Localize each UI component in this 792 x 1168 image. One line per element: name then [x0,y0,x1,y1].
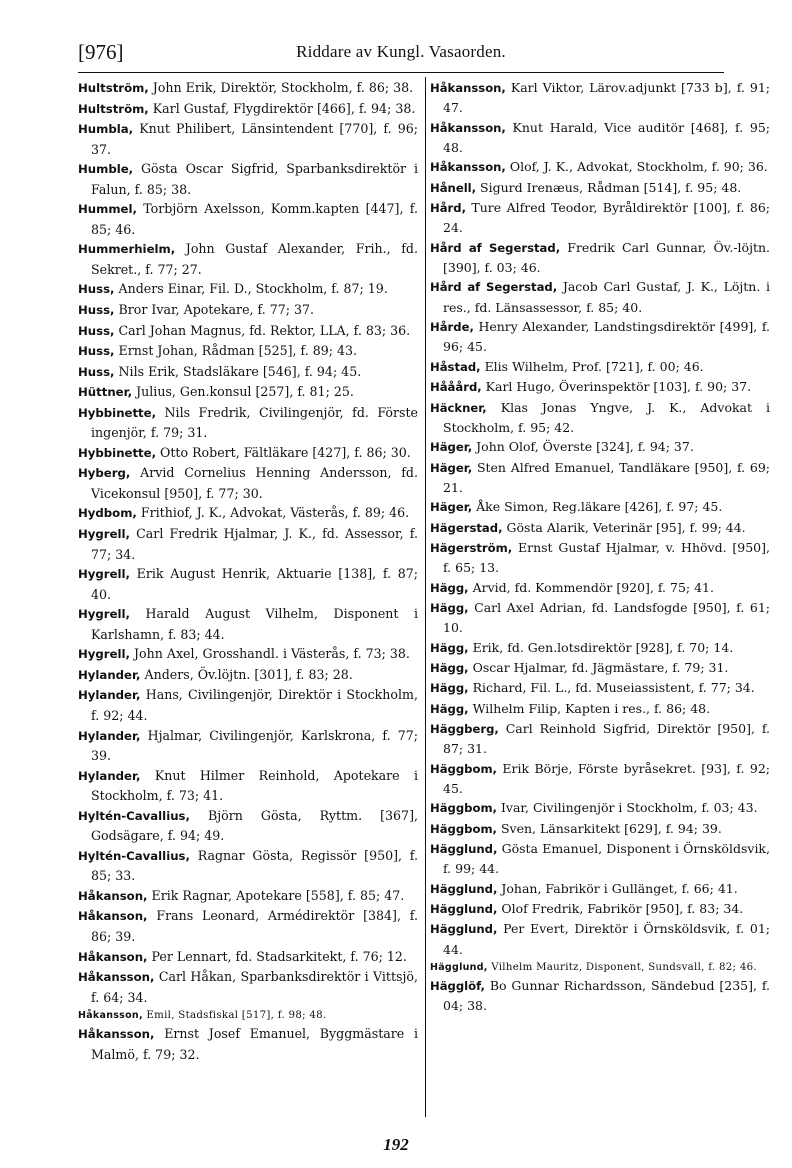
register-entry [78,300,418,321]
page-header [78,40,724,70]
register-entry [430,178,770,198]
left-column [78,78,418,1064]
entry-surname: Hägg, [430,600,469,615]
entry-surname: Hägerstad, [430,520,503,535]
entry-surname: Hägg, [430,701,469,716]
register-entry [430,959,770,976]
entry-details: Karl Hugo, Överinspektör [103], f. 90; 37. [485,379,752,395]
entry-details: Carl Fredrik Hjalmar, J. K., fd. Assessor, f. 77; 34. [91,526,418,562]
register-entry [430,798,770,818]
entry-details: Björn Gösta, Ryttm. [367], Godsägare, f. 94; 49. [91,807,418,844]
entry-surname: Hyltén-Cavallius, [78,808,190,823]
register-entry [430,198,770,238]
register-entry [78,199,418,239]
register-entry [78,239,418,279]
register-entry [430,518,770,538]
entry-details: Anders Einar, Fil. D., Stockholm, f. 87; 19. [118,281,388,297]
register-entry [78,119,418,159]
entry-surname: Hård, [430,201,466,216]
entry-details: Anders, Öv.löjtn. [301], f. 83; 28. [144,666,353,682]
entry-surname: Håkansson, [78,970,155,985]
register-entry [78,726,418,766]
register-entry [430,437,770,457]
register-entry [430,317,770,357]
register-entry [430,919,770,959]
entry-surname: Hård af Segerstad, [430,280,558,295]
entry-details: Hans, Civilingenjör, Direktör i Stockholm, f. 92; 44. [91,687,418,723]
entry-surname: Hårde, [430,320,474,335]
entry-details: John Erik, Direktör, Stockholm, f. 86; 38. [152,80,414,95]
register-entry [78,1024,418,1064]
entry-surname: Häger, [430,460,473,475]
register-entry [78,766,418,806]
entry-surname: Huss, [78,282,115,297]
register-entry [78,947,418,968]
entry-details: Harald August Vilhelm, Disponent i Karlshamn, f. 83; 44. [91,606,418,642]
entry-surname: Håstad, [430,359,481,374]
entry-details: Hjalmar, Civilingenjör, Karlskrona, f. 77; 39. [91,727,418,764]
register-entry [430,839,770,879]
entry-details: Karl Gustaf, Flygdirektör [466], f. 94; 38. [152,100,416,116]
register-entry [78,99,418,120]
register-entry [430,819,770,839]
entry-surname: Hård af Segerstad, [430,240,561,255]
register-entry [78,524,418,564]
entry-surname: Hägg, [430,640,469,655]
register-entry [430,118,770,158]
register-entry [430,458,770,498]
running-title: Riddare av Kungl. Vasaorden. [296,42,506,61]
entry-details: Carl Johan Magnus, fd. Rektor, LLA, f. 83; 36. [118,322,411,338]
entry-details: Torbjörn Axelsson, Komm.kapten [447], f. 85; 46. [91,201,418,237]
header-rule [78,72,724,73]
register-entry [430,78,770,118]
entry-details: Karl Viktor, Lärov.adjunkt [733 b], f. 91; 47. [443,80,770,116]
entry-details: Gösta Alarik, Veterinär [95], f. 99; 44. [506,519,746,535]
register-entry [78,564,418,604]
column-divider [425,77,426,1117]
entry-details: Bror Ivar, Apotekare, f. 77; 37. [118,302,315,318]
entry-details: Carl Håkan, Sparbanksdirektör i Vittsjö, f. 64; 34. [91,969,418,1005]
entry-surname: Håkanson, [78,888,148,903]
register-entry [78,382,418,403]
entry-surname: Hüttner, [78,385,133,400]
entry-surname: Humble, [78,162,134,177]
entry-surname: Huss, [78,364,115,379]
register-entry [78,463,418,503]
page-number: [976] [78,40,124,64]
entry-surname: Håkansson, [430,81,506,95]
entry-surname: Häggbom, [430,801,497,816]
entry-details: Sten Alfred Emanuel, Tandläkare [950], f. 69; 21. [443,459,770,495]
register-entry [430,699,770,719]
register-entry [430,759,770,799]
entry-details: Carl Axel Adrian, fd. Landsfogde [950], f. 61; 10. [443,599,770,636]
entry-surname: Hååård, [430,380,482,395]
entry-surname: Häger, [430,500,473,515]
entry-surname: Håkansson, [430,120,506,135]
entry-surname: Humbla, [78,122,134,137]
entry-surname: Håkansson, [430,160,506,175]
entry-details: Sven, Länsarkitekt [629], f. 94; 39. [500,820,722,836]
register-entry [430,719,770,759]
register-entry [78,685,418,725]
entry-details: Olof, J. K., Advokat, Stockholm, f. 90; 36. [509,159,768,175]
register-entry [78,159,418,199]
entry-surname: Hyberg, [78,466,131,481]
register-entry [78,78,418,99]
entry-details: Wilhelm Filip, Kapten i res., f. 86; 48. [472,700,711,716]
entry-surname: Häckner, [430,400,487,415]
entry-details: Oscar Hjalmar, fd. Jägmästare, f. 79; 31. [472,659,729,675]
entry-surname: Hylander, [78,667,141,682]
register-entry [430,538,770,578]
entry-details: Nils Fredrik, Civilingenjör, fd. Förste ingenjör, f. 79; 31. [91,404,418,441]
register-entry [430,578,770,598]
entry-details: Sigurd Irenæus, Rådman [514], f. 95; 48. [480,179,742,195]
entry-details: Fredrik Carl Gunnar, Öv.-löjtn. [390], f. 03; 46. [443,239,770,276]
entry-surname: Häggbom, [430,761,497,776]
entry-details: Elis Wilhelm, Prof. [721], f. 00; 46. [484,358,704,374]
entry-details: Carl Reinhold Sigfrid, Direktör [950], f. 87; 31. [443,721,770,757]
entry-surname: Hånell, [430,180,477,195]
entry-details: Henry Alexander, Landstingsdirektör [499], f. 96; 45. [443,319,770,355]
entry-details: Åke Simon, Reg.läkare [426], f. 97; 45. [476,499,723,515]
register-entry [78,362,418,383]
entry-details: Emil, Stadsfiskal [517], f. 98; 48. [146,1010,327,1022]
register-entry [78,341,418,362]
entry-details: Erik, fd. Gen.lotsdirektör [928], f. 70; 14. [472,639,734,655]
register-entry [430,658,770,678]
entry-surname: Håkanson, [78,949,148,964]
register-entry [430,398,770,438]
entry-surname: Hygrell, [78,647,130,662]
entry-details: Erik August Henrik, Aktuarie [138], f. 87; 40. [91,566,418,602]
page-folio: 192 [383,1135,409,1154]
register-entry [430,497,770,517]
entry-details: John Axel, Grosshandl. i Västerås, f. 73; 38. [134,646,410,662]
register-entry [78,806,418,846]
right-column [430,78,770,1016]
entry-details: Julius, Gen.konsul [257], f. 81; 25. [136,384,354,400]
entry-details: Knut Hilmer Reinhold, Apotekare i Stockholm, f. 73; 41. [91,767,418,804]
register-entry [430,238,770,278]
entry-surname: Hägerström, [430,540,513,555]
entry-surname: Håkansson, [78,1010,143,1022]
entry-surname: Hybbinette, [78,405,157,420]
register-entry [430,277,770,317]
entry-details: Vilhelm Mauritz, Disponent, Sundsvall, f. 82; 46. [491,962,757,974]
register-entry [430,678,770,698]
entry-surname: Hylander, [78,688,141,703]
entry-details: Richard, Fil. L., fd. Museiassistent, f. 77; 34. [472,680,755,696]
entry-details: Erik Börje, Förste byråsekret. [93], f. 92; 45. [443,760,770,797]
register-entry [430,899,770,919]
register-entry [430,377,770,397]
register-entry [78,1007,418,1024]
entry-surname: Huss, [78,344,115,359]
entry-surname: Hygrell, [78,607,130,622]
entry-surname: Håkanson, [78,909,148,924]
entry-details: Otto Robert, Fältläkare [427], f. 86; 30. [160,444,411,460]
entry-surname: Hummel, [78,202,137,217]
entry-details: Ivar, Civilingenjör i Stockholm, f. 03; 43. [500,800,758,816]
entry-surname: Hägglund, [430,902,498,917]
entry-details: Ernst Josef Emanuel, Byggmästare i Malmö, f. 79; 32. [91,1026,418,1062]
entry-surname: Håkansson, [78,1027,155,1042]
register-entry [78,967,418,1007]
entry-surname: Hägglund, [430,881,498,896]
entry-surname: Hägglöf, [430,979,485,994]
register-entry [430,976,770,1016]
entry-details: John Gustaf Alexander, Frih., fd. Sekret., f. 77; 27. [91,241,418,277]
register-entry [78,886,418,907]
entry-surname: Hylander, [78,768,141,783]
entry-details: Nils Erik, Stadsläkare [546], f. 94; 45. [118,363,362,379]
register-entry [78,403,418,443]
register-entry [78,503,418,524]
entry-details: Frans Leonard, Armédirektör [384], f. 86; 39. [91,908,418,944]
register-entry [430,157,770,177]
entry-surname: Hultström, [78,81,149,95]
entry-surname: Hägg, [430,681,469,696]
entry-surname: Häger, [430,440,473,455]
register-entry [78,443,418,464]
register-entry [78,604,418,644]
entry-surname: Hägg, [430,660,469,675]
entry-details: Ernst Johan, Rådman [525], f. 89; 43. [118,343,358,359]
entry-surname: Hägglund, [430,842,498,857]
register-entry [430,879,770,899]
register-entry [78,644,418,665]
entry-details: Gösta Oscar Sigfrid, Sparbanksdirektör i Falun, f. 85; 38. [91,161,418,197]
entry-details: Arvid Cornelius Henning Andersson, fd. Vicekonsul [950], f. 77; 30. [91,465,418,501]
register-entry [78,906,418,946]
register-entry [78,665,418,686]
entry-surname: Huss, [78,323,115,338]
entry-surname: Hyltén-Cavallius, [78,848,190,863]
register-entry [78,279,418,300]
entry-details: Olof Fredrik, Fabrikör [950], f. 83; 34. [501,901,744,917]
entry-surname: Hydbom, [78,506,137,521]
register-entry [430,638,770,658]
register-entry [78,321,418,342]
entry-details: Frithiof, J. K., Advokat, Västerås, f. 89; 46. [140,505,410,521]
entry-surname: Hylander, [78,728,141,743]
entry-details: Per Lennart, fd. Stadsarkitekt, f. 76; 12. [151,948,407,964]
entry-details: Ernst Gustaf Hjalmar, v. Hhövd. [950], f. 65; 13. [443,539,770,576]
register-entry [78,846,418,886]
entry-details: Gösta Emanuel, Disponent i Örnsköldsvik, f. 99; 44. [443,841,770,877]
register-entry [430,357,770,377]
entry-surname: Hägglund, [430,962,488,974]
entry-surname: Huss, [78,303,115,318]
entry-details: Bo Gunnar Richardsson, Sändebud [235], f. 04; 38. [443,978,770,1014]
entry-surname: Hygrell, [78,527,130,542]
entry-details: Arvid, fd. Kommendör [920], f. 75; 41. [472,579,714,595]
entry-details: Knut Philibert, Länsintendent [770], f. 96; 37. [91,121,418,157]
entry-details: Per Evert, Direktör i Örnsköldsvik, f. 01; 44. [443,921,770,957]
entry-surname: Hybbinette, [78,445,157,460]
entry-details: Knut Harald, Vice auditör [468], f. 95; 48. [443,119,770,156]
entry-details: John Olof, Överste [324], f. 94; 37. [476,439,694,455]
entry-details: Klas Jonas Yngve, J. K., Advokat i Stockholm, f. 95; 42. [443,399,770,435]
entry-details: Erik Ragnar, Apotekare [558], f. 85; 47. [151,887,405,903]
entry-surname: Hägg, [430,580,469,595]
entry-details: Jacob Carl Gustaf, J. K., Löjtn. i res., fd. Länsassessor, f. 85; 40. [443,279,770,315]
entry-surname: Hummerhielm, [78,242,176,257]
register-entry [430,598,770,638]
entry-surname: Hultström, [78,101,149,116]
entry-details: Johan, Fabrikör i Gullänget, f. 66; 41. [501,880,738,896]
entry-surname: Hygrell, [78,567,130,582]
entry-surname: Häggbom, [430,821,497,836]
entry-surname: Hägglund, [430,922,498,937]
entry-details: Ture Alfred Teodor, Byråldirektör [100], f. 86; 24. [443,200,770,236]
entry-surname: Häggberg, [430,722,499,736]
entry-details: Ragnar Gösta, Regissör [950], f. 85; 33. [91,847,418,884]
